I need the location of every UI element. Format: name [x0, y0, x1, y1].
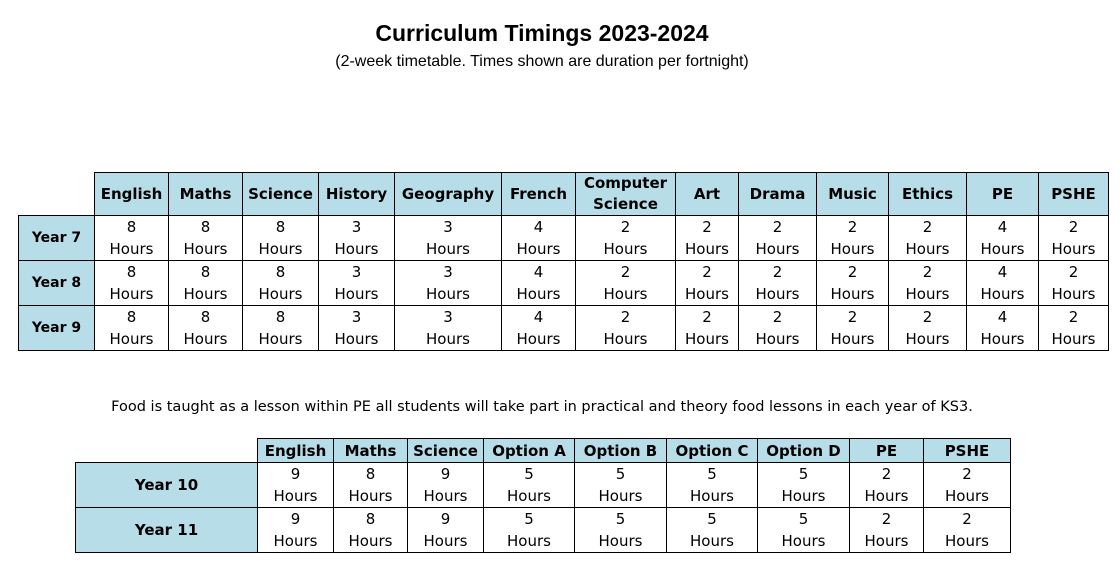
- hours-unit: Hours: [980, 330, 1025, 348]
- ks3-hours-cell: [739, 306, 817, 351]
- hours-value: 2: [1068, 218, 1079, 236]
- ks3-hours-cell: [319, 261, 395, 306]
- hours-unit: Hours: [1051, 240, 1096, 258]
- hours-value: 3: [443, 218, 453, 236]
- ks3-hours-cell: [95, 216, 169, 261]
- hours-unit: Hours: [598, 532, 643, 550]
- hours-value: 5: [707, 510, 717, 528]
- ks4-row: [76, 508, 1011, 553]
- hours-unit: Hours: [507, 487, 551, 505]
- ks4-hours-cell: [924, 463, 1011, 508]
- hours-unit: Hours: [1051, 285, 1096, 303]
- ks4-hours-cell: [575, 508, 667, 553]
- ks4-col-header: Science: [408, 439, 484, 463]
- hours-unit: Hours: [685, 240, 729, 258]
- hours-unit: Hours: [516, 285, 561, 303]
- hours-unit: Hours: [507, 532, 551, 550]
- ks4-col-header: Option B: [575, 439, 667, 463]
- hours-unit: Hours: [598, 487, 643, 505]
- ks3-col-header: History: [319, 173, 395, 216]
- ks3-hours-cell: [243, 261, 319, 306]
- hours-value: 5: [615, 465, 626, 483]
- ks3-hours-cell: [967, 306, 1039, 351]
- hours-value: 2: [922, 218, 933, 236]
- hours-unit: Hours: [690, 487, 734, 505]
- ks4-row-label: Year 11: [76, 508, 258, 553]
- ks3-hours-cell: [889, 261, 967, 306]
- ks4-hours-cell: [850, 463, 924, 508]
- hours-unit: Hours: [334, 285, 379, 303]
- hours-unit: Hours: [258, 240, 303, 258]
- hours-unit: Hours: [348, 487, 393, 505]
- ks3-hours-cell: [502, 306, 576, 351]
- hours-value: 2: [922, 308, 933, 326]
- hours-unit: Hours: [183, 240, 228, 258]
- ks3-hours-cell: [1039, 306, 1109, 351]
- hours-value: 5: [798, 465, 809, 483]
- hours-unit: Hours: [755, 240, 800, 258]
- hours-unit: Hours: [423, 532, 468, 550]
- ks4-hours-cell: [258, 508, 334, 553]
- ks3-col-header: Music: [817, 173, 889, 216]
- ks4-table-body: [76, 463, 1011, 553]
- hours-unit: Hours: [864, 487, 909, 505]
- ks4-col-header: English: [258, 439, 334, 463]
- hours-unit: Hours: [273, 532, 318, 550]
- hours-value: 8: [365, 465, 376, 483]
- hours-value: 2: [772, 308, 783, 326]
- ks3-row-label: Year 7: [19, 216, 95, 261]
- hours-unit: Hours: [603, 285, 648, 303]
- ks3-col-header: Geography: [395, 173, 502, 216]
- ks4-col-header: PSHE: [924, 439, 1011, 463]
- ks4-header-row: [76, 439, 1011, 463]
- hours-value: 2: [847, 308, 858, 326]
- hours-unit: Hours: [830, 330, 875, 348]
- hours-unit: Hours: [183, 330, 228, 348]
- ks3-col-header: Maths: [169, 173, 243, 216]
- hours-value: 2: [962, 465, 972, 483]
- hours-value: 4: [533, 308, 544, 326]
- ks4-hours-cell: [667, 508, 758, 553]
- hours-value: 8: [126, 218, 137, 236]
- ks4-corner-cell: [76, 439, 258, 463]
- ks3-hours-cell: [169, 261, 243, 306]
- ks3-header-row: [19, 173, 1109, 216]
- hours-value: 2: [881, 465, 892, 483]
- ks4-hours-cell: [758, 508, 850, 553]
- ks4-timings-table: [75, 438, 1011, 553]
- hours-value: 2: [1068, 308, 1079, 326]
- ks4-hours-cell: [850, 508, 924, 553]
- hours-value: 4: [997, 308, 1008, 326]
- ks3-hours-cell: [576, 261, 676, 306]
- ks3-table-body: [19, 216, 1109, 351]
- ks4-row: [76, 463, 1011, 508]
- ks3-hours-cell: [169, 306, 243, 351]
- hours-unit: Hours: [426, 285, 470, 303]
- ks3-hours-cell: [95, 261, 169, 306]
- ks3-row: [19, 261, 1109, 306]
- hours-unit: Hours: [516, 240, 561, 258]
- ks3-hours-cell: [676, 261, 739, 306]
- hours-value: 9: [290, 465, 301, 483]
- hours-value: 5: [524, 465, 534, 483]
- ks3-hours-cell: [1039, 216, 1109, 261]
- hours-value: 3: [443, 308, 453, 326]
- hours-value: 5: [524, 510, 534, 528]
- ks3-hours-cell: [95, 306, 169, 351]
- ks3-hours-cell: [817, 216, 889, 261]
- hours-value: 8: [200, 308, 211, 326]
- hours-unit: Hours: [1051, 330, 1096, 348]
- ks4-col-header: Option D: [758, 439, 850, 463]
- ks3-hours-cell: [739, 261, 817, 306]
- ks3-hours-cell: [739, 216, 817, 261]
- ks3-hours-cell: [576, 306, 676, 351]
- hours-unit: Hours: [685, 285, 729, 303]
- ks4-hours-cell: [408, 463, 484, 508]
- ks4-hours-cell: [758, 463, 850, 508]
- hours-unit: Hours: [109, 330, 154, 348]
- ks3-hours-cell: [243, 306, 319, 351]
- hours-unit: Hours: [273, 487, 318, 505]
- hours-unit: Hours: [980, 240, 1025, 258]
- ks3-col-header: Computer Science: [576, 173, 676, 216]
- hours-value: 8: [126, 308, 137, 326]
- ks3-hours-cell: [889, 216, 967, 261]
- ks4-col-header: Option C: [667, 439, 758, 463]
- hours-unit: Hours: [755, 330, 800, 348]
- hours-value: 5: [615, 510, 626, 528]
- ks3-row: [19, 306, 1109, 351]
- hours-unit: Hours: [258, 330, 303, 348]
- hours-unit: Hours: [183, 285, 228, 303]
- hours-value: 2: [702, 263, 712, 281]
- hours-value: 8: [275, 263, 286, 281]
- hours-unit: Hours: [423, 487, 468, 505]
- hours-value: 5: [798, 510, 809, 528]
- ks3-timings-table: [18, 172, 1109, 351]
- hours-unit: Hours: [258, 285, 303, 303]
- ks3-col-header: French: [502, 173, 576, 216]
- hours-value: 9: [440, 510, 451, 528]
- hours-unit: Hours: [348, 532, 393, 550]
- hours-value: 2: [620, 263, 631, 281]
- hours-unit: Hours: [755, 285, 800, 303]
- ks4-col-header: Maths: [334, 439, 408, 463]
- hours-unit: Hours: [685, 330, 729, 348]
- hours-value: 2: [847, 218, 858, 236]
- hours-value: 3: [351, 218, 362, 236]
- hours-unit: Hours: [109, 240, 154, 258]
- ks3-col-header: Ethics: [889, 173, 967, 216]
- hours-unit: Hours: [945, 487, 989, 505]
- ks3-hours-cell: [817, 306, 889, 351]
- ks4-hours-cell: [484, 508, 575, 553]
- ks3-hours-cell: [502, 216, 576, 261]
- ks3-corner-cell: [19, 173, 95, 216]
- ks4-col-header: Option A: [484, 439, 575, 463]
- hours-value: 2: [1068, 263, 1079, 281]
- hours-value: 4: [533, 263, 544, 281]
- hours-value: 2: [702, 218, 712, 236]
- ks4-hours-cell: [924, 508, 1011, 553]
- hours-value: 5: [707, 465, 717, 483]
- ks3-hours-cell: [243, 216, 319, 261]
- ks3-row-label: Year 9: [19, 306, 95, 351]
- ks4-col-header: PE: [850, 439, 924, 463]
- ks3-hours-cell: [169, 216, 243, 261]
- ks3-col-header: Science: [243, 173, 319, 216]
- hours-value: 2: [881, 510, 892, 528]
- ks3-col-header: English: [95, 173, 169, 216]
- hours-unit: Hours: [516, 330, 561, 348]
- ks3-hours-cell: [576, 216, 676, 261]
- hours-value: 3: [351, 308, 362, 326]
- hours-value: 2: [620, 308, 631, 326]
- ks3-hours-cell: [395, 261, 502, 306]
- ks3-hours-cell: [889, 306, 967, 351]
- hours-value: 2: [620, 218, 631, 236]
- hours-value: 3: [443, 263, 453, 281]
- hours-unit: Hours: [426, 240, 470, 258]
- hours-value: 4: [997, 263, 1008, 281]
- ks3-row-label: Year 8: [19, 261, 95, 306]
- ks3-hours-cell: [676, 216, 739, 261]
- hours-value: 8: [365, 510, 376, 528]
- hours-value: 2: [962, 510, 972, 528]
- ks3-hours-cell: [319, 306, 395, 351]
- ks4-hours-cell: [258, 463, 334, 508]
- ks3-hours-cell: [676, 306, 739, 351]
- hours-value: 8: [200, 263, 211, 281]
- ks4-hours-cell: [484, 463, 575, 508]
- hours-value: 3: [351, 263, 362, 281]
- ks4-hours-cell: [334, 508, 408, 553]
- hours-value: 9: [290, 510, 301, 528]
- hours-unit: Hours: [781, 487, 826, 505]
- ks3-hours-cell: [967, 216, 1039, 261]
- hours-unit: Hours: [864, 532, 909, 550]
- ks3-hours-cell: [817, 261, 889, 306]
- hours-unit: Hours: [905, 285, 950, 303]
- hours-value: 2: [847, 263, 858, 281]
- hours-unit: Hours: [426, 330, 470, 348]
- hours-unit: Hours: [830, 285, 875, 303]
- ks3-hours-cell: [395, 306, 502, 351]
- food-note: Food is taught as a lesson within PE all students will take part in practical and theory food lessons in each year of KS3.: [111, 399, 973, 415]
- hours-value: 9: [440, 465, 451, 483]
- ks4-hours-cell: [667, 463, 758, 508]
- hours-unit: Hours: [334, 240, 379, 258]
- hours-unit: Hours: [980, 285, 1025, 303]
- ks4-hours-cell: [575, 463, 667, 508]
- hours-unit: Hours: [109, 285, 154, 303]
- hours-unit: Hours: [603, 330, 648, 348]
- hours-unit: Hours: [945, 532, 989, 550]
- hours-value: 2: [922, 263, 933, 281]
- ks3-col-header: Art: [676, 173, 739, 216]
- hours-value: 2: [702, 308, 712, 326]
- hours-unit: Hours: [334, 330, 379, 348]
- hours-value: 8: [275, 308, 286, 326]
- hours-value: 8: [126, 263, 137, 281]
- page-subtitle: (2-week timetable. Times shown are duration per fortnight): [335, 53, 749, 70]
- hours-unit: Hours: [690, 532, 734, 550]
- ks3-hours-cell: [967, 261, 1039, 306]
- hours-value: 2: [772, 218, 783, 236]
- ks3-hours-cell: [502, 261, 576, 306]
- ks3-col-header: PSHE: [1039, 173, 1109, 216]
- hours-unit: Hours: [905, 330, 950, 348]
- hours-unit: Hours: [905, 240, 950, 258]
- hours-unit: Hours: [781, 532, 826, 550]
- ks3-col-header: Drama: [739, 173, 817, 216]
- hours-value: 4: [997, 218, 1008, 236]
- ks4-hours-cell: [334, 463, 408, 508]
- page-title: Curriculum Timings 2023-2024: [375, 20, 709, 46]
- ks3-hours-cell: [395, 216, 502, 261]
- hours-value: 8: [200, 218, 211, 236]
- hours-value: 2: [772, 263, 783, 281]
- ks3-col-header: PE: [967, 173, 1039, 216]
- hours-value: 4: [533, 218, 544, 236]
- ks4-row-label: Year 10: [76, 463, 258, 508]
- hours-unit: Hours: [830, 240, 875, 258]
- ks4-hours-cell: [408, 508, 484, 553]
- hours-unit: Hours: [603, 240, 648, 258]
- ks3-hours-cell: [319, 216, 395, 261]
- ks3-row: [19, 216, 1109, 261]
- ks3-hours-cell: [1039, 261, 1109, 306]
- hours-value: 8: [275, 218, 286, 236]
